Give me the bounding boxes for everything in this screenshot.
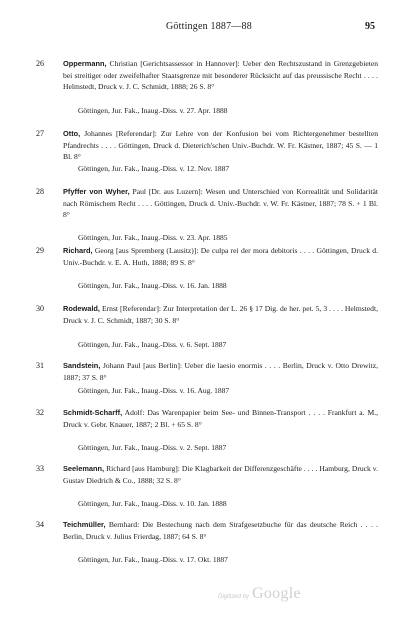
- entry-body: [63, 463, 378, 486]
- entry-dissertation-note: Göttingen, Jur. Fak., Inaug.-Diss. v. 16. Jan. 1888: [78, 281, 227, 290]
- entry-body: [63, 303, 378, 326]
- entry-number: 28: [36, 187, 44, 196]
- google-logo: Google: [252, 585, 301, 602]
- entry-dissertation-note: Göttingen, Jur. Fak., Inaug.-Diss. v. 23. Apr. 1885: [78, 233, 228, 242]
- entry-dissertation-note: Göttingen, Jur. Fak., Inaug.-Diss. v. 16. Aug. 1887: [78, 386, 230, 395]
- entry-body: [63, 407, 378, 430]
- entry-number: 27: [36, 129, 44, 138]
- entry-body: [63, 128, 378, 163]
- entry-number: 34: [36, 520, 44, 529]
- entry-author: Oppermann,: [63, 59, 107, 68]
- entry-text: Johannes [Referendar]: Zur Lehre von der Konfusion bei vom Richtergenehmer bestellten Pfandrechts . . . . Göttingen, Druck d. Dieterich'schen Univ.-Buchdr. W. Fr. Kästner, 1887; 45 S. — 1 Bl. 8°: [63, 129, 378, 162]
- entry-body: [63, 360, 378, 383]
- page-number: 95: [365, 21, 375, 32]
- entry-author: Teichmüller,: [63, 520, 106, 529]
- header-title: Göttingen 1887—88: [166, 21, 252, 32]
- digitized-by-google-watermark: [218, 585, 368, 607]
- running-header: [0, 21, 400, 35]
- entry-author: Schmidt-Scharff,: [63, 408, 123, 417]
- entry-dissertation-note: Göttingen, Jur. Fak., Inaug.-Diss. v. 6. Sept. 1887: [78, 340, 227, 349]
- entry-number: 33: [36, 464, 44, 473]
- entry-text: Adolf: Das Warenpapier beim See- und Binnen-Transport . . . . Frankfurt a. M., Druck v. Gebr. Knauer, 1887; 2 Bl. + 65 S. 8°: [63, 408, 379, 429]
- entry-text: Paul [Dr. aus Luzern]: Wesen und Unterschied von Korrealität und Solidarität nach Römischem Recht . . . . Göttingen, Druck d. Univ.-Buchdr. v. W. Fr. Kästner, 1887; 78 S. + 1 Bl. 8°: [63, 187, 378, 220]
- entry-text: Christian [Gerichtsassessor in Hannover]: Ueber den Rechtszustand in Grenzgebieten bei streitiger oder zweifelhafter Staatsgrenze mit besonderer Rücksicht auf das preussische Recht . . . . Helmstedt, Druck v. J. C. Schmidt, 1888; 26 S. 8°: [63, 59, 378, 92]
- entry-body: [63, 519, 378, 542]
- entry-dissertation-note: Göttingen, Jur. Fak., Inaug.-Diss. v. 2. Sept. 1887: [78, 443, 227, 452]
- entry-text: Richard [aus Hamburg]: Die Klagbarkeit der Differenzgeschäfte . . . . Hamburg, Druck v. Gustav Diedrich & Co., 1888; 32 S. 8°: [63, 464, 378, 485]
- entry-dissertation-note: Göttingen, Jur. Fak., Inaug.-Diss. v. 10. Jan. 1888: [78, 499, 227, 508]
- entry-text: Ernst [Referendar]: Zur Interpretation der L. 26 § 17 Dig. de her. pet. 5, 3 . . . . Helmstedt, Druck v. J. C. Schmidt, 1887; 30 S. 8°: [63, 304, 378, 325]
- entry-body: [63, 58, 378, 93]
- entry-dissertation-note: Göttingen, Jur. Fak., Inaug.-Diss. v. 27. Apr. 1888: [78, 106, 228, 115]
- entry-author: Sandstein,: [63, 361, 101, 370]
- entry-author: Seelemann,: [63, 464, 105, 473]
- entry-number: 31: [36, 361, 44, 370]
- entry-dissertation-note: Göttingen, Jur. Fak., Inaug.-Diss. v. 17. Okt. 1887: [78, 555, 228, 564]
- entry-number: 32: [36, 408, 44, 417]
- entry-author: Rodewald,: [63, 304, 100, 313]
- entry-number: 30: [36, 304, 44, 313]
- entry-number: 26: [36, 59, 44, 68]
- entry-number: 29: [36, 246, 44, 255]
- entry-text: Johann Paul [aus Berlin]: Ueber die laesio enormis . . . . Berlin, Druck v. Otto Drewitz, 1887; 37 S. 8°: [63, 361, 378, 382]
- entry-author: Richard,: [63, 246, 93, 255]
- entry-text: Georg [aus Spremberg (Lausitz)]: De culpa rei der mora debitoris . . . . Göttingen, Druck d. Univ.-Buchdr. v. E. A. Huth, 1888; 89 S. 8°: [63, 246, 378, 267]
- entry-dissertation-note: Göttingen, Jur. Fak., Inaug.-Diss. v. 12. Nov. 1887: [78, 164, 230, 173]
- watermark-prefix: Digitized by: [218, 594, 250, 600]
- entry-body: [63, 186, 378, 221]
- entry-text: Bernhard: Die Bestechung nach dem Strafgesetzbuche für das deutsche Reich . . . . Berlin, Druck v. Julius Frierdag, 1887; 64 S. 8°: [63, 520, 379, 541]
- entry-author: Pfyffer von Wyher,: [63, 187, 130, 196]
- entry-body: [63, 245, 378, 268]
- entry-author: Otto,: [63, 129, 81, 138]
